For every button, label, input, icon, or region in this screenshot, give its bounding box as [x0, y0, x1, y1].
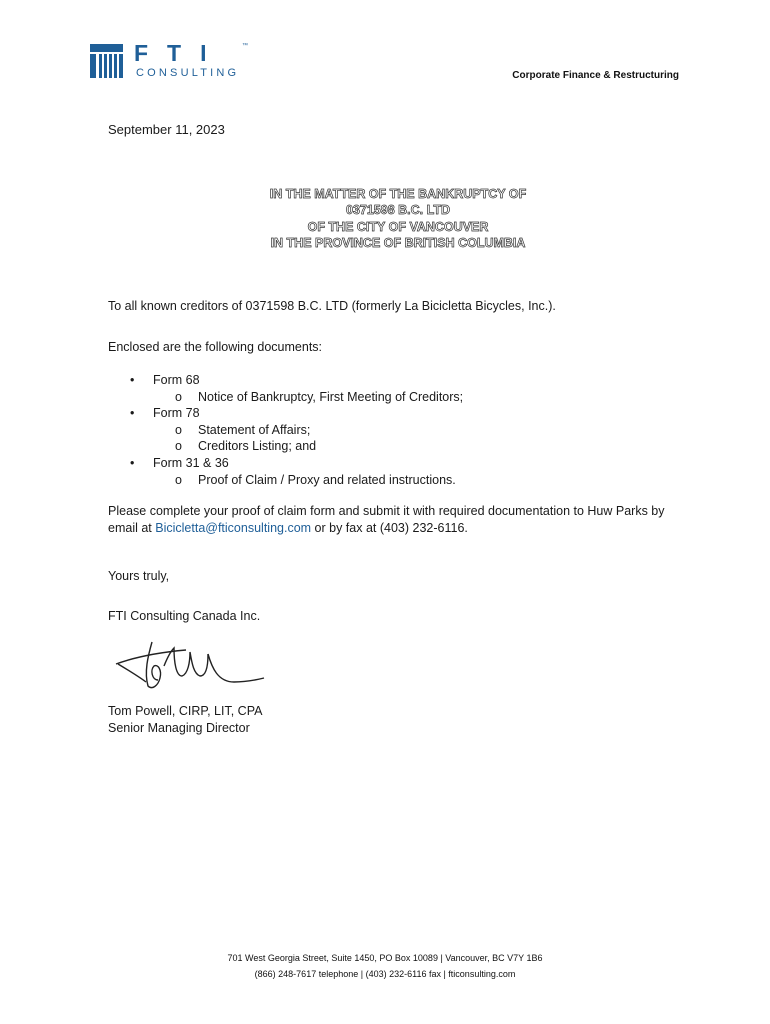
matter-heading — [208, 186, 588, 251]
footer — [0, 950, 770, 982]
request-text: Please complete your proof of claim form and submit it with required documentation to Huw Parks by email at — [108, 504, 665, 535]
footer-address: 701 West Georgia Street, Suite 1450, PO Box 10089 | Vancouver, BC V7Y 1B6 — [227, 953, 543, 963]
footer-contact: (866) 248-7617 telephone | (403) 232-6116 fax | fticonsulting.com — [254, 969, 516, 979]
fti-logo — [90, 40, 260, 84]
sub-bullet: o — [175, 472, 182, 487]
logo-subtitle: CONSULTING — [136, 67, 240, 79]
sub-bullet: o — [175, 439, 182, 454]
list-item — [130, 405, 463, 422]
fti-column-icon — [90, 44, 123, 78]
document-label: Proof of Claim / Proxy and related instructions. — [198, 472, 456, 487]
signatory-name: Tom Powell, CIRP, LIT, CPA — [108, 704, 263, 718]
enclosed-paragraph: Enclosed are the following documents: — [108, 340, 323, 354]
list-subitem — [130, 389, 463, 406]
email-link[interactable]: Bicicletta@fticonsulting.com — [155, 520, 312, 535]
form-label: Form 31 & 36 — [153, 455, 229, 470]
list-item — [130, 455, 463, 472]
intro-paragraph: To all known creditors of 0371598 B.C. LTD (formerly La Bicicletta Bicycles, Inc.). — [108, 299, 556, 313]
request-text-end: or by fax at (403) 232-6116. — [311, 520, 468, 535]
document-label: Notice of Bankruptcy, First Meeting of Creditors; — [198, 389, 464, 404]
list-subitem — [130, 422, 463, 439]
logo-trademark: ™ — [242, 43, 248, 49]
bullet: • — [130, 406, 135, 421]
document-label: Statement of Affairs; — [198, 422, 311, 437]
company-name: FTI Consulting Canada Inc. — [108, 609, 261, 623]
signatory-title: Senior Managing Director — [108, 721, 250, 735]
matter-line: IN THE PROVINCE OF BRITISH COLUMBIA — [270, 235, 526, 250]
document-label: Creditors Listing; and — [198, 439, 317, 454]
sub-bullet: o — [175, 422, 182, 437]
documents-list — [130, 372, 463, 488]
matter-line: 0371598 B.C. LTD — [346, 203, 450, 218]
bullet: • — [130, 373, 135, 387]
form-label: Form 78 — [153, 406, 200, 421]
list-subitem — [130, 472, 463, 489]
letter-date: September 11, 2023 — [108, 122, 225, 137]
division-label: Corporate Finance & Restructuring — [512, 70, 679, 81]
logo-letters: FTI — [134, 40, 226, 66]
sub-bullet: o — [175, 389, 182, 404]
form-label: Form 68 — [153, 373, 200, 387]
handwritten-signature — [108, 636, 268, 696]
bullet: • — [130, 455, 135, 470]
list-item — [130, 372, 463, 389]
matter-line: OF THE CITY OF VANCOUVER — [307, 219, 489, 234]
closing: Yours truly, — [108, 569, 170, 583]
matter-line: IN THE MATTER OF THE BANKRUPTCY OF — [269, 187, 527, 201]
list-subitem — [130, 438, 463, 455]
request-paragraph — [108, 503, 668, 536]
